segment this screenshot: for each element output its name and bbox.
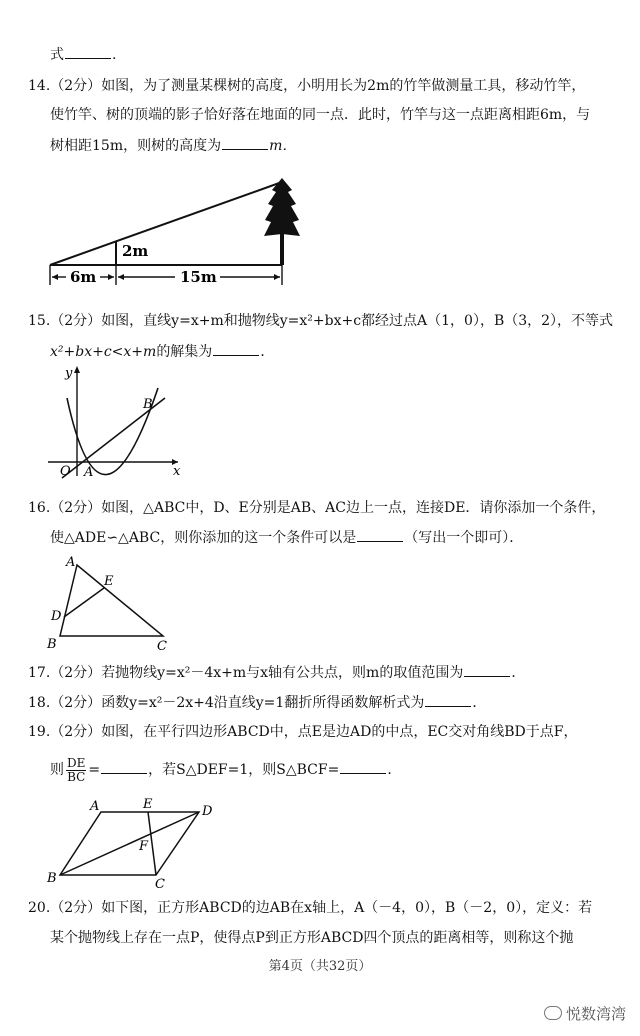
q15-line1: 15.（2分）如图，直线y=x+m和抛物线y=x²+bx+c都经过点A（1，0），B（3，2），不等式: [28, 313, 614, 329]
question-number: 15.: [28, 313, 51, 329]
q14-line2: 使竹竿、树的顶端的影子恰好落在地面的同一点．此时，竹竿与这一点距离相距6m，与: [50, 107, 591, 123]
point-d-label: D: [202, 804, 213, 819]
point-e-label: E: [143, 797, 153, 812]
q17-line: 17.（2分）若抛物线y=x²－4x+m与x轴有公共点，则m的取值范围为 ．: [28, 662, 525, 683]
y-axis-label: y: [65, 366, 73, 381]
point-e-label: E: [104, 574, 114, 589]
question-score: （2分）: [50, 665, 102, 681]
point-a-label: A: [84, 465, 94, 480]
question-score: （2分）: [50, 78, 102, 94]
left-distance-label: 6m: [70, 268, 97, 286]
q13-tail: 式 .: [50, 44, 116, 65]
question-number: 14.: [28, 78, 51, 94]
point-f-label: F: [139, 839, 149, 854]
right-distance-label: 15m: [180, 268, 217, 286]
question-number: 17.: [28, 665, 51, 681]
q16-line2: 使△ADE∽△ABC，则你添加的这一个条件可以是 （写出一个即可）．: [50, 527, 523, 548]
x-axis-label: x: [173, 464, 181, 479]
fraction-de-bc: $\frac{DE}{BC}$: [67, 755, 86, 784]
question-score: （2分）: [50, 695, 102, 711]
question-score: （2分）: [50, 313, 102, 329]
question-number: 20.: [28, 900, 51, 916]
page-footer: 第4页（共32页）: [268, 959, 372, 974]
q14-line3: 树相距15m，则树的高度为 m．: [50, 135, 296, 156]
point-b-label: B: [47, 637, 57, 652]
question-number: 16.: [28, 500, 51, 516]
question-score: （2分）: [50, 500, 102, 516]
question-number: 18.: [28, 695, 51, 711]
q14-line1: 14.（2分）如图，为了测量某棵树的高度，小明用长为2m的竹竿做测量工具，移动竹竿，: [28, 78, 586, 94]
q20-line1: 20.（2分）如下图，正方形ABCD的边AB在x轴上，A（－4，0），B（－2，0），定义：若: [28, 900, 593, 916]
question-score: （2分）: [50, 724, 102, 740]
q20-line2: 某个抛物线上存在一点P，使得点P到正方形ABCD四个顶点的距离相等，则称这个抛: [50, 930, 574, 946]
q15-line2: x²+bx+c<x+m的解集为 ．: [50, 341, 274, 362]
chat-bubble-icon: [544, 1006, 562, 1020]
segment-ec: [148, 812, 156, 875]
question-score: （2分）: [50, 900, 102, 916]
point-a-label: A: [90, 799, 100, 814]
q18-line: 18.（2分）函数y=x²－2x+4沿直线y=1翻折所得函数解析式为 ．: [28, 692, 486, 713]
q19-line2: 则 $\frac{DE}{BC}$ = ，若S△DEF=1，则S△BCF= ．: [50, 755, 402, 784]
question-number: 19.: [28, 724, 51, 740]
point-b-label: B: [47, 871, 57, 886]
watermark: 悦数湾湾: [544, 1003, 626, 1024]
q19-line1: 19.（2分）如图，在平行四边形ABCD中，点E是边AD的中点，EC交对角线BD于点F，: [28, 724, 578, 740]
point-c-label: C: [155, 877, 165, 892]
origin-label: O: [60, 464, 71, 479]
point-a-label: A: [66, 555, 76, 570]
pole-length-label: 2m: [122, 242, 149, 260]
point-b-label: B: [143, 397, 153, 412]
point-d-label: D: [51, 609, 62, 624]
point-c-label: C: [157, 639, 167, 654]
q16-line1: 16.（2分）如图，△ABC中，D、E分别是AB、AC边上一点，连接DE．请你添加一个条件，: [28, 500, 606, 516]
